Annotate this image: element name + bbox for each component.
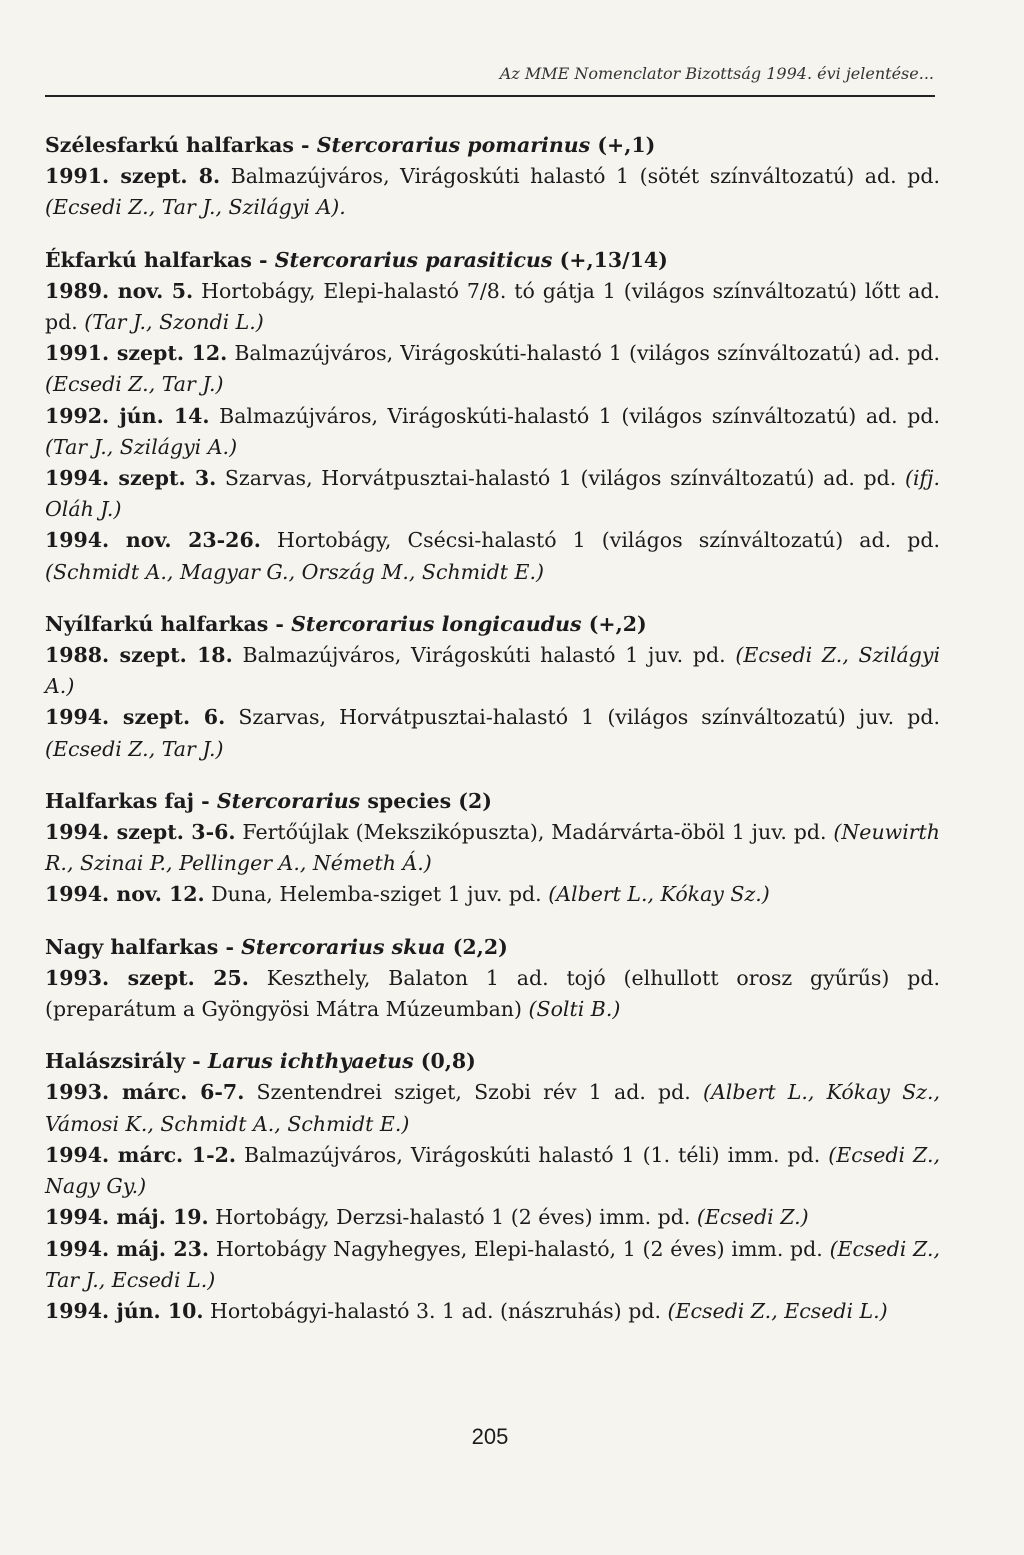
record-observers: (ifj. Oláh J.): [45, 466, 940, 522]
record: [45, 702, 940, 764]
species-name-hu: Szélesfarkú halfarkas: [45, 133, 294, 157]
species-name-scientific: Stercorarius: [216, 788, 361, 813]
record-text: Hortobágyi-halastó 3. 1 ad. (nászruhás) pd.: [210, 1298, 661, 1323]
record-text: Hortobágy, Csécsi-halastó 1 (világos színváltozatú) ad. pd.: [276, 528, 940, 553]
record-text: Keszthely, Balaton 1 ad. tojó (elhullott orosz gyűrűs) pd. (preparátum a Gyöngyösi Mátra Múzeumban): [45, 965, 940, 1022]
species-name-scientific: Stercorarius longicaudus: [291, 611, 582, 636]
species-name-hu: Nagy halfarkas: [45, 934, 219, 959]
record-text: Szentendrei sziget, Szobi rév 1 ad. pd.: [256, 1080, 691, 1105]
record: [45, 463, 940, 525]
record-text: Balmazújváros, Virágoskúti-halastó 1 (világos színváltozatú) ad. pd.: [219, 403, 940, 428]
species-heading: Nagy halfarkas - Stercorarius skua (2,2): [45, 934, 508, 959]
record-date: 1989. nov. 5.: [45, 278, 194, 303]
record-text: Hortobágy, Elepi-halastó 7/8. tó gátja 1 (világos színváltozatú) lőtt ad. pd.: [45, 278, 940, 335]
record-date: 1994. szept. 3.: [45, 466, 217, 491]
species-count: (2): [458, 788, 492, 813]
species-count: (+,1): [597, 133, 656, 157]
record-text: Duna, Helemba-sziget 1 juv. pd.: [211, 882, 542, 907]
species-name-hu: Ékfarkú halfarkas: [45, 247, 252, 272]
record-text: Szarvas, Horvátpusztai-halastó 1 (világos színváltozatú) ad. pd.: [224, 466, 897, 491]
record: [45, 1202, 940, 1233]
record-text: Hortobágy Nagyhegyes, Elepi-halastó, 1 (2 éves) imm. pd.: [215, 1236, 823, 1261]
record-observers: (Schmidt A., Magyar G., Ország M., Schmidt E.): [45, 559, 545, 584]
record-date: 1994. nov. 23-26.: [45, 528, 261, 553]
record-date: 1994. máj. 23.: [45, 1236, 210, 1261]
record-date: 1992. jún. 14.: [45, 403, 210, 428]
record-date: 1994. máj. 19.: [45, 1205, 209, 1230]
record-date: 1993. szept. 25.: [45, 965, 249, 990]
species-list: [45, 130, 940, 1348]
record-date: 1991. szept. 12.: [45, 341, 228, 366]
record-text: Szarvas, Horvátpusztai-halastó 1 (világos színváltozatú) juv. pd.: [238, 705, 940, 730]
record-text: Balmazújváros, Virágoskúti-halastó 1 (világos színváltozatú) ad. pd.: [234, 341, 940, 366]
record: [45, 338, 940, 400]
species-count: (+,2): [588, 611, 647, 636]
species-name-hu: Nyílfarkú halfarkas: [45, 611, 269, 636]
record-observers: (Albert L., Kókay Sz., Vámosi K., Schmidt A., Schmidt E.): [45, 1080, 940, 1136]
record-date: 1994. márc. 1-2.: [45, 1142, 236, 1167]
record-observers: (Tar J., Szondi L.): [84, 310, 264, 335]
species-name-suffix: species: [367, 788, 452, 813]
record-observers: (Solti B.): [528, 997, 621, 1022]
species-entry: [45, 1046, 940, 1327]
record: [45, 640, 940, 702]
record: [45, 1234, 940, 1296]
record-observers: (Ecsedi Z., Tar J., Ecsedi L.): [45, 1236, 940, 1292]
record-observers: (Ecsedi Z.): [696, 1205, 809, 1230]
species-entry: [45, 245, 940, 588]
record: [45, 1077, 940, 1139]
record-observers: (Ecsedi Z., Szilágyi A.): [45, 643, 941, 699]
record: [45, 879, 940, 910]
header-rule: [45, 95, 935, 97]
species-heading: Halfarkas faj - Stercorarius species (2): [45, 788, 492, 813]
record: [45, 963, 940, 1025]
record-observers: (Tar J., Szilágyi A.): [45, 434, 238, 459]
species-heading: Halászsirály - Larus ichthyaetus (0,8): [45, 1049, 476, 1074]
record-observers: (Ecsedi Z., Tar J.): [45, 736, 224, 761]
record: [45, 817, 940, 879]
record-text: Balmazújváros, Virágoskúti halastó 1 (1. téli) imm. pd.: [243, 1142, 821, 1167]
record-date: 1988. szept. 18.: [45, 643, 233, 668]
species-name-scientific: Stercorarius skua: [241, 934, 446, 959]
record-text: Balmazújváros, Virágoskúti halastó 1 (sötét színváltozatú) ad. pd.: [230, 164, 940, 189]
record-date: 1994. nov. 12.: [45, 882, 205, 907]
record-date: 1994. szept. 6.: [45, 705, 226, 730]
species-name-scientific: Stercorarius pomarinus: [316, 133, 591, 157]
species-count: (+,13/14): [559, 247, 668, 272]
species-entry: [45, 130, 940, 224]
record-date: 1991. szept. 8.: [45, 164, 221, 189]
running-head: Az MME Nomenclator Bizottság 1994. évi jelentése...: [499, 64, 934, 83]
record: [45, 1140, 940, 1202]
species-entry: [45, 609, 940, 765]
record-text: Fertőújlak (Mekszikópuszta), Madárvárta-öböl 1 juv. pd.: [242, 820, 827, 845]
record-observers: (Albert L., Kókay Sz.): [548, 882, 770, 907]
record-observers: (Ecsedi Z., Tar J., Szilágyi A).: [45, 195, 346, 220]
record-date: 1994. szept. 3-6.: [45, 820, 236, 845]
species-entry: [45, 932, 940, 1026]
species-count: (2,2): [452, 934, 508, 959]
species-count: (0,8): [420, 1049, 476, 1074]
species-name-hu: Halfarkas faj: [45, 788, 195, 813]
record-observers: (Ecsedi Z., Ecsedi L.): [667, 1298, 888, 1323]
record-date: 1993. márc. 6-7.: [45, 1080, 245, 1105]
species-entry: [45, 786, 940, 911]
record-date: 1994. jún. 10.: [45, 1298, 204, 1323]
species-name-scientific: Stercorarius parasiticus: [274, 247, 553, 272]
record: [45, 276, 940, 338]
species-heading: Nyílfarkú halfarkas - Stercorarius longicaudus (+,2): [45, 611, 647, 636]
record: [45, 525, 940, 587]
record-observers: (Neuwirth R., Szinai P., Pellinger A., Németh Á.): [45, 820, 940, 876]
record-text: Hortobágy, Derzsi-halastó 1 (2 éves) imm. pd.: [215, 1205, 691, 1230]
species-heading: Ékfarkú halfarkas - Stercorarius parasiticus (+,13/14): [45, 247, 668, 272]
record-observers: (Ecsedi Z., Tar J.): [45, 372, 224, 397]
species-heading: Szélesfarkú halfarkas - Stercorarius pomarinus (+,1): [45, 133, 656, 157]
record-observers: (Ecsedi Z., Nagy Gy.): [45, 1142, 940, 1199]
page-number: 205: [471, 1424, 509, 1449]
species-name-hu: Halászsirály: [45, 1049, 186, 1074]
record: [45, 401, 940, 463]
record: [45, 1296, 940, 1327]
record: [45, 161, 940, 223]
record-text: Balmazújváros, Virágoskúti halastó 1 juv. pd.: [242, 643, 726, 668]
species-name-scientific: Larus ichthyaetus: [207, 1049, 414, 1074]
